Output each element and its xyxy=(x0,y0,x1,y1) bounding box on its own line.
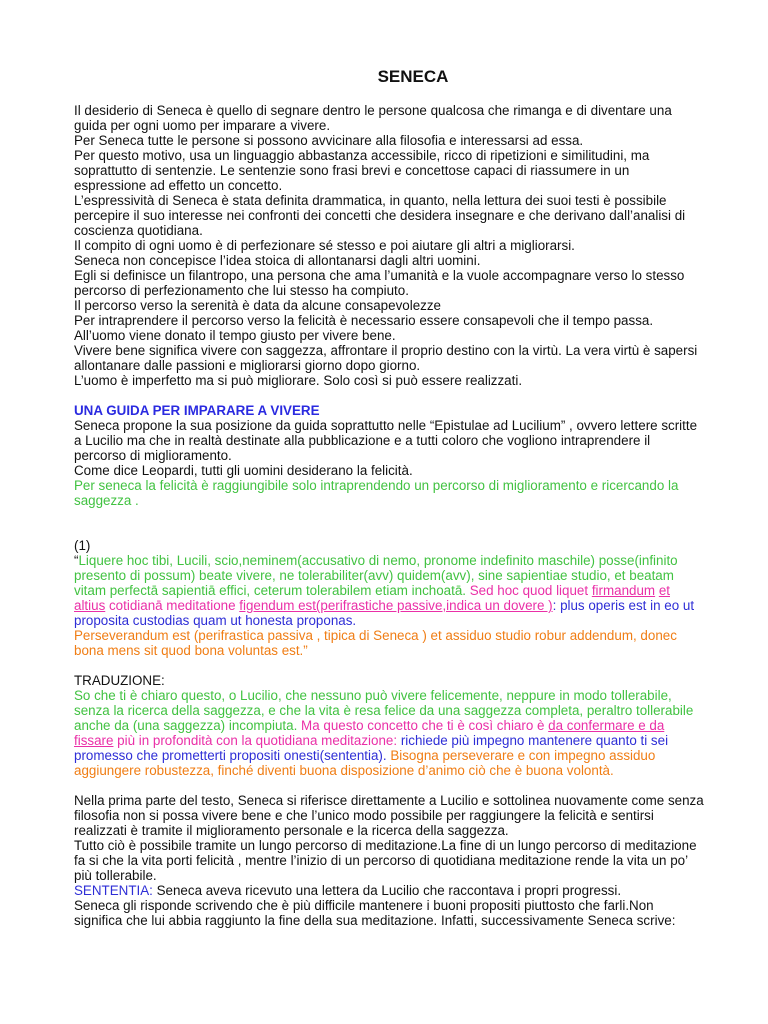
translation-text xyxy=(74,688,704,778)
quote-mark: “ xyxy=(74,553,79,568)
translation-orange: Bisogna perseverare e con impegno assiduo aggiungere robustezza, finché diventi buona disposizione d’animo ciò che è buona volontà. xyxy=(74,748,656,778)
latin-quote xyxy=(74,553,704,628)
latin-green: Liquere hoc tibi, Lucili, scio,neminem(accusativo di nemo, pronome indefinito maschile) posse(infinito presento di possum) beate vivere, ne tolerabiliter(avv) quidem(avv), sine sapientiae studio, et beatam vitam perfectā sapientiā effici, ceterum tolerabilem etiam inchoatā. xyxy=(74,553,678,598)
paragraph-text: Seneca aveva ricevuto una lettera da Lucilio che raccontava i propri progressi. xyxy=(152,883,622,898)
document-page xyxy=(74,66,704,928)
paragraph: Per Seneca tutte le persone si possono avvicinare alla filosofia e interessarsi ad essa. xyxy=(74,133,584,148)
paragraph: L’uomo è imperfetto ma si può migliorare. Solo così si può essere realizzati. xyxy=(74,373,523,388)
paragraph: Nella prima parte del testo, Seneca si riferisce direttamente a Lucilio e sottolinea nuovamente come senza filosofia non si possa vivere bene e che l’unico modo possibile per raggiungere la felicità e sentirsi realizzati è tramite il miglioramento personale e la ricerca della saggezza. xyxy=(74,793,704,838)
sententia-label: SENTENTIA: xyxy=(74,883,153,898)
translation-pink-text: Ma questo concetto che ti è così chiaro è xyxy=(297,718,549,733)
underlined-phrase: da confermare e da fissare xyxy=(74,718,665,748)
paragraph: Per questo motivo, usa un linguaggio abbastanza accessibile, ricco di ripetizioni e similitudini, ma soprattutto di sentenzie. Le sentenzie sono frasi brevi e concettose capaci di riassumere in un espressione ad effetto un concetto. xyxy=(74,148,650,193)
section-heading: UNA GUIDA PER IMPARARE A VIVERE xyxy=(74,403,320,418)
paragraph: Egli si definisce un filantropo, una persona che ama l’umanità e la vuole accompagnare verso lo stesso percorso di perfezionamento che lui stesso ha compiuto. xyxy=(74,268,685,298)
latin-orange: Perseverandum est (perifrastica passiva , tipica di Seneca ) et assiduo studio robur addendum, donec bona mens sit quod bona voluntas est.” xyxy=(74,628,677,658)
paragraph: Tutto ciò è possibile tramite un lungo percorso di meditazione.La fine di un lungo percorso di meditazione fa si che la vita porti felicità , mentre l’inizio di un percorso di quotidiana meditazione rende la vita un po’ più tollerabile. xyxy=(74,838,697,883)
page-title: SENECA xyxy=(377,67,449,86)
underlined-word: altius xyxy=(74,598,106,613)
intro-block xyxy=(74,103,704,388)
paragraph: Seneca non concepisce l’idea stoica di allontanarsi dagli altri uomini. xyxy=(74,253,481,268)
paragraph: L’espressività di Seneca è stata definita drammatica, in quanto, nella lettura dei suoi testi è possibile percepire il suo interesse nei confronti dei concetti che desidera insegnare e che derivano dall’analisi di coscienza quotidiana. xyxy=(74,193,686,238)
latin-pink-text: cotidianā meditatione xyxy=(105,598,240,613)
paragraph: Seneca propone la sua posizione da guida soprattutto nelle “Epistulae ad Lucilium” , ovvero lettere scritte a Lucilio ma che in realtà destinate alla pubblicazione e a tutti coloro che vogliono intraprendere il percorso di miglioramento. xyxy=(74,418,698,463)
paragraph: Il percorso verso la serenità è data da alcune consapevolezze xyxy=(74,298,441,313)
paragraph xyxy=(74,883,704,898)
paragraph: Vivere bene significa vivere con saggezza, affrontare il proprio destino con la virtù. La vera virtù è sapersi allontanare dalle passioni e migliorarsi giorno dopo giorno. xyxy=(74,343,698,373)
underlined-phrase: figendum est(perifrastiche passive,indica un dovere ) xyxy=(239,598,553,613)
highlight-paragraph: Per seneca la felicità è raggiungibile solo intraprendendo un percorso di miglioramento e ricercando la saggezza . xyxy=(74,478,679,508)
latin-pink-text: Sed hoc quod liquet xyxy=(466,583,592,598)
paragraph: Per intraprendere il percorso verso la felicità è necessario essere consapevoli che il tempo passa. xyxy=(74,313,654,328)
underlined-word: et xyxy=(658,583,670,598)
translation-green: So che ti è chiaro questo, o Lucilio, che nessuno può vivere felicemente, neppure in modo tollerabile, senza la ricerca della saggezza, e che la vita è resa felice da una saggezza completa, peraltro tollerabile anche da (una saggezza) incompiuta. xyxy=(74,688,694,733)
paragraph: All’uomo viene donato il tempo giusto per vivere bene. xyxy=(74,328,396,343)
translation-heading: TRADUZIONE: xyxy=(74,673,165,688)
paragraph: Il desiderio di Seneca è quello di segnare dentro le persone qualcosa che rimanga e di diventare una guida per ogni uomo per imparare a vivere. xyxy=(74,103,672,133)
paragraph: Il compito di ogni uomo è di perfezionare sé stesso e poi aiutare gli altri a migliorarsi. xyxy=(74,238,575,253)
paragraph: Come dice Leopardi, tutti gli uomini desiderano la felicità. xyxy=(74,463,413,478)
paragraph: Seneca gli risponde scrivendo che è più difficile mantenere i buoni propositi piuttosto che farli.Non significa che lui abbia raggiunto la fine della sua meditazione. Infatti, successivamente Seneca scrive: xyxy=(74,898,676,928)
latin-blue: : plus operis est in eo ut proposita custodias quam ut honesta proponas. xyxy=(74,598,695,628)
translation-blue: richiede più impegno mantenere quanto ti sei promesso che prometterti propositi onesti(sententia). xyxy=(74,733,669,763)
translation-pink-text: più in profondità con la quotidiana meditazione: xyxy=(113,733,398,748)
footnote-number: (1) xyxy=(74,538,91,553)
underlined-word: firmandum xyxy=(591,583,656,598)
